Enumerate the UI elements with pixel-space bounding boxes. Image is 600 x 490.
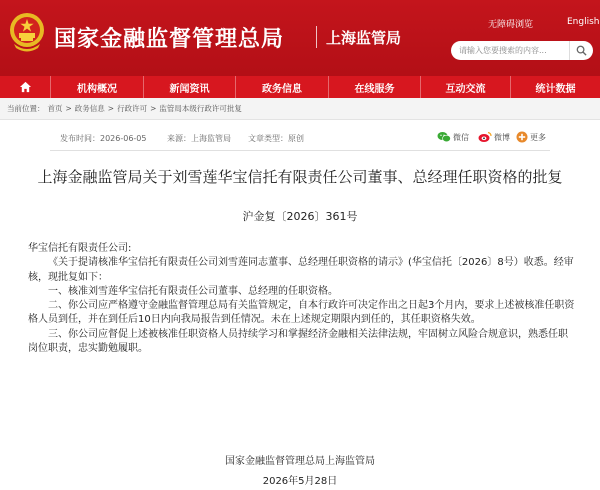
nav-item-online-service[interactable]: 在线服务 — [328, 76, 420, 98]
accessibility-link[interactable]: 无障碍浏览 — [488, 20, 534, 30]
nav-item-gov-info[interactable]: 政务信息 — [235, 76, 328, 98]
article-body — [28, 242, 576, 356]
share-weibo[interactable] — [478, 131, 510, 143]
home-icon — [19, 81, 32, 93]
nav-item-interaction[interactable]: 互动交流 — [420, 76, 510, 98]
nav-item-statistics[interactable]: 统计数据 — [510, 76, 600, 98]
signature-date: 2026年5月28日 — [262, 476, 338, 487]
search-icon — [576, 45, 587, 56]
breadcrumb-home[interactable]: 首页 — [47, 104, 63, 113]
signature-org: 国家金融监督管理总局上海监管局 — [225, 456, 375, 467]
meta-divider — [50, 150, 550, 151]
english-link[interactable]: English — [567, 17, 600, 27]
plus-icon — [516, 131, 528, 143]
article-meta — [0, 130, 600, 148]
site-title[interactable]: 国家金融监督管理总局 — [54, 27, 285, 52]
main-nav — [0, 76, 600, 98]
search-button[interactable] — [569, 41, 593, 60]
weibo-icon — [478, 131, 492, 143]
share-weibo-label: 微博 — [494, 132, 510, 142]
breadcrumb-current[interactable]: 监管局本级行政许可批复 — [159, 104, 242, 113]
article-source: 来源：上海监管局 — [167, 134, 231, 143]
article-type: 文章类型：原创 — [248, 134, 304, 143]
body-paragraph: 二、你公司应严格遵守金融监督管理总局有关监管规定，自本行政许可决定作出之日起3个月内，要求上述被核准任职资格人员到任，并在到任后10日内向我局报告到任情况。未在上述规定期限内到任的，其任职资格失效。 — [28, 300, 575, 326]
addressee: 华宝信托有限责任公司: — [28, 243, 132, 254]
share-wechat[interactable] — [437, 131, 469, 143]
national-emblem-icon — [8, 10, 46, 54]
branch-title[interactable]: 上海监管局 — [326, 29, 402, 47]
share-more-label: 更多 — [530, 132, 546, 142]
breadcrumb-prefix: 当前位置： — [7, 104, 45, 113]
site-header — [0, 0, 600, 76]
nav-item-about[interactable]: 机构概况 — [50, 76, 143, 98]
title-divider — [316, 26, 317, 48]
breadcrumb-gov-info[interactable]: 政务信息 — [74, 104, 105, 113]
wechat-icon — [437, 131, 451, 143]
breadcrumb — [0, 98, 600, 120]
breadcrumb-separator: > — [150, 104, 157, 113]
body-paragraph: 三、你公司应督促上述被核准任职资格人员持续学习和掌握经济金融相关法律法规，牢固树立风险合规意识，熟悉任职岗位职责，忠实勤勉履职。 — [28, 328, 568, 355]
document-number: 沪金复〔2026〕361号 — [242, 210, 358, 223]
body-paragraph: 一、核准刘雪莲华宝信托有限责任公司董事、总经理的任职资格。 — [48, 285, 338, 297]
breadcrumb-separator: > — [107, 104, 115, 113]
search-input[interactable] — [451, 41, 569, 60]
share-wechat-label: 微信 — [453, 132, 469, 142]
publish-time: 发布时间：2026-06-05 — [60, 134, 147, 143]
breadcrumb-admin-license[interactable]: 行政许可 — [117, 104, 148, 113]
breadcrumb-separator: > — [65, 104, 72, 113]
share-more[interactable] — [516, 131, 546, 143]
nav-home[interactable] — [0, 76, 50, 98]
body-paragraph: 《关于提请核准华宝信托有限责任公司刘雪莲同志董事、总经理任职资格的请示》(华宝信托〔2026〕8号）收悉。经审核，现批复如下： — [28, 257, 574, 283]
nav-item-news[interactable]: 新闻资讯 — [143, 76, 235, 98]
article-title: 上海金融监管局关于刘雪莲华宝信托有限责任公司董事、总经理任职资格的批复 — [37, 168, 563, 186]
